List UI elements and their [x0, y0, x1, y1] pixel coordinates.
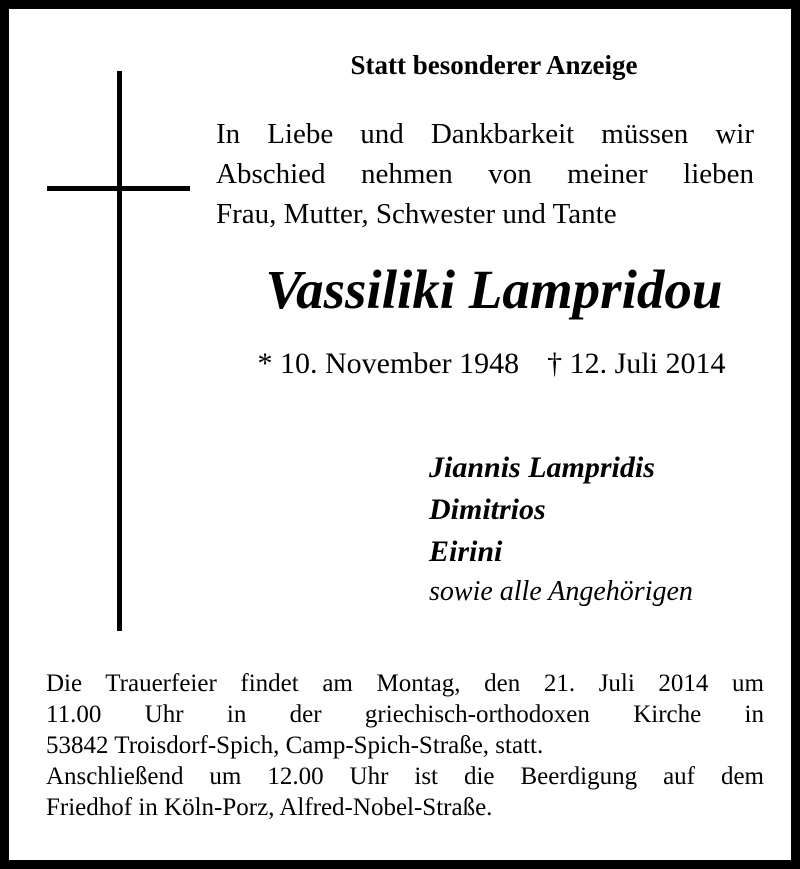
relatives-text: sowie alle Angehörigen	[429, 576, 693, 607]
mourners-list	[429, 447, 789, 611]
intro-line: Abschied nehmen von meiner lieben	[216, 158, 754, 190]
birth-date: * 10. November 1948	[257, 347, 520, 380]
cross-icon-vertical	[117, 71, 122, 631]
intro-line: In Liebe und Dankbarkeit müssen wir	[216, 118, 754, 150]
notice-header: Statt besonderer Anzeige	[350, 50, 638, 80]
cross-icon-horizontal	[47, 186, 190, 191]
life-dates	[219, 344, 764, 384]
mourner-name: Eirini	[429, 535, 503, 568]
notice-line: 11.00 Uhr in der griechisch-orthodoxen Kirche in	[46, 701, 764, 728]
deceased-name: Vassiliki Lampridou	[265, 259, 723, 320]
notice-line: Anschließend um 12.00 Uhr ist die Beerdigung auf dem	[46, 763, 764, 790]
notice-line: 53842 Troisdorf-Spich, Camp-Spich-Straße, statt.	[46, 732, 544, 759]
funeral-notice	[46, 668, 764, 823]
mourner-name: Jiannis Lampridis	[429, 451, 655, 484]
intro-line: Frau, Mutter, Schwester und Tante	[216, 198, 617, 230]
notice-line: Friedhof in Köln-Porz, Alfred-Nobel-Straße.	[46, 794, 493, 821]
notice-line: Die Trauerfeier findet am Montag, den 21. Juli 2014 um	[46, 670, 764, 697]
mourner-name: Dimitrios	[429, 493, 546, 526]
intro-text	[216, 114, 754, 234]
death-date: † 12. Juli 2014	[547, 347, 726, 380]
